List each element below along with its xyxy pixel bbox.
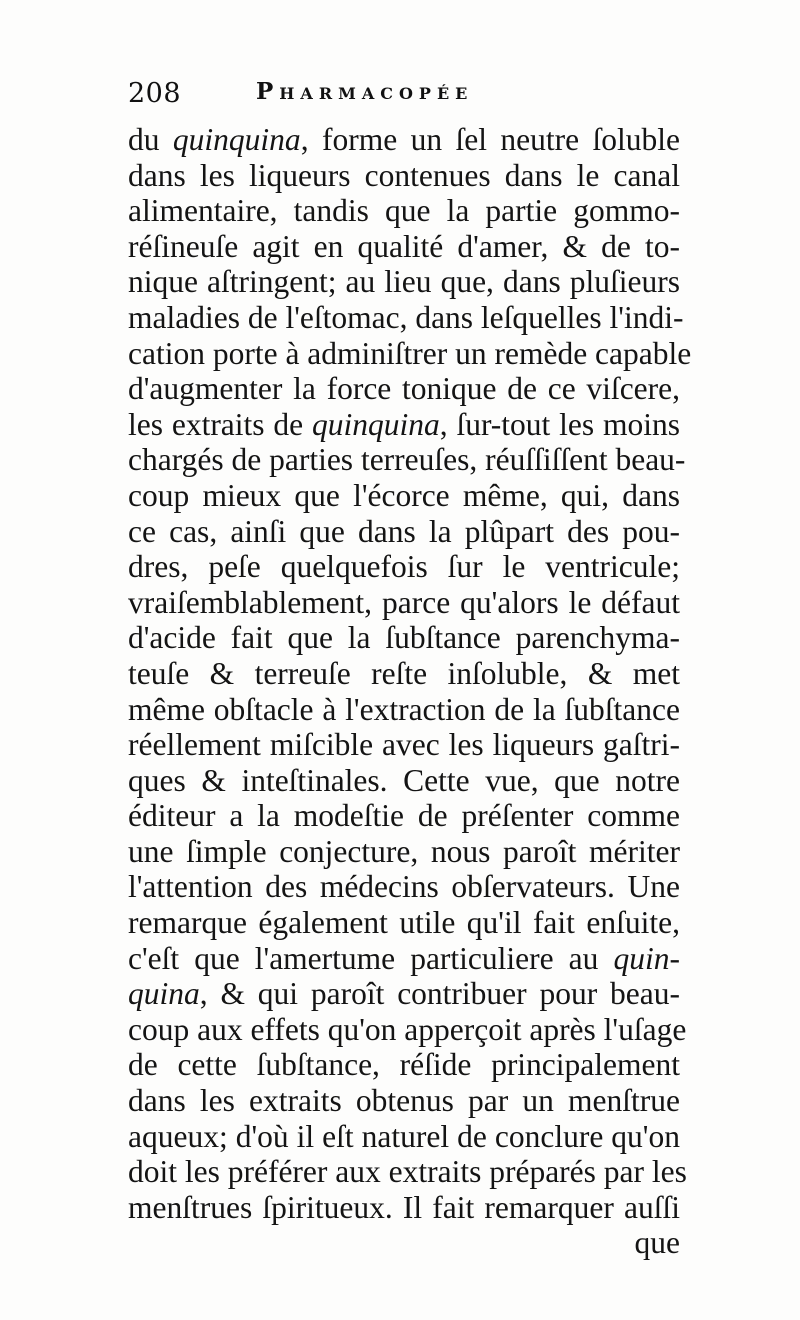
text-run: même obſtacle à l'extraction de la ſubſtance (128, 691, 680, 727)
italic-word: quinquina (311, 406, 440, 442)
text-run: les extraits de (128, 406, 312, 442)
text-line (128, 905, 680, 941)
text-line (128, 585, 680, 621)
text-run: coup aux effets qu'on apperçoit après l'uſage (128, 1011, 687, 1047)
page-number: 208 (128, 78, 182, 109)
text-line (128, 371, 680, 407)
body-text (128, 122, 692, 1261)
text-run: , ſur-tout les moins (439, 406, 680, 442)
text-line (128, 798, 680, 834)
catchword: que (634, 1225, 680, 1261)
page-header (128, 78, 678, 118)
text-run: , & qui paroît contribuer pour beau- (199, 976, 680, 1012)
text-run: coup mieux que l'écorce même, qui, dans (128, 477, 680, 513)
text-line (128, 941, 680, 977)
text-run: nique aſtringent; au lieu que, dans pluſieurs (128, 264, 680, 300)
text-line (128, 1011, 687, 1048)
text-run: dres, peſe quelquefois ſur le ventricule; (128, 549, 680, 585)
text-line (128, 193, 680, 229)
text-run: d'augmenter la force tonique de ce viſcere, (128, 371, 680, 407)
text-line (128, 299, 684, 336)
text-run: aqueux; d'où il eſt naturel de conclure qu'on (128, 1118, 680, 1154)
text-line (128, 727, 680, 763)
text-line (128, 692, 680, 728)
text-run: réſineuſe agit en qualité d'amer, & de to- (128, 228, 680, 264)
italic-word: quin- (613, 940, 680, 976)
text-run: dans les extraits obtenus par un menſtrue (128, 1083, 680, 1119)
text-run: alimentaire, tandis que la partie gommo- (128, 193, 680, 229)
text-line (128, 442, 686, 478)
text-line (128, 514, 680, 550)
text-run: ce cas, ainſi que dans la plûpart des pou- (128, 513, 680, 549)
text-run: dans les liqueurs contenues dans le canal (128, 157, 680, 193)
text-run: d'acide fait que la ſubſtance parenchyma- (128, 620, 680, 656)
running-head: Pharmacopée (256, 78, 474, 105)
text-run: réellement miſcible avec les liqueurs gaſtri- (128, 727, 680, 763)
text-run: , forme un ſel neutre ſoluble (300, 122, 681, 157)
text-line (128, 1083, 680, 1119)
text-line (128, 834, 680, 870)
text-line (128, 407, 680, 443)
italic-word: quina (128, 976, 200, 1012)
text-line (128, 1047, 680, 1083)
text-line (128, 264, 680, 300)
text-line (128, 656, 680, 692)
text-line (128, 620, 680, 656)
text-line (128, 1154, 687, 1190)
text-run: l'attention des médecins obſervateurs. Une (128, 869, 680, 905)
text-run: c'eſt que l'amertume particuliere au (128, 940, 614, 976)
italic-word: quinquina (172, 122, 301, 157)
text-line (128, 335, 692, 372)
text-line (128, 1190, 680, 1226)
text-line (128, 122, 680, 158)
text-line (128, 869, 680, 905)
text-run: éditeur a la modeſtie de préſenter comme (128, 798, 680, 834)
text-run: cation porte à adminiſtrer un remède capable (128, 335, 692, 371)
text-line (128, 549, 680, 585)
text-line (128, 478, 680, 514)
text-run: vraiſemblablement, parce qu'alors le défaut (128, 584, 680, 620)
text-run: du (128, 122, 173, 157)
text-line (128, 1119, 680, 1155)
text-run: doit les préférer aux extraits préparés par les (128, 1154, 687, 1190)
text-run: remarque également utile qu'il fait enſuite, (128, 905, 680, 941)
text-run: de cette ſubſtance, réſide principalement (128, 1047, 680, 1083)
text-line (128, 158, 680, 194)
text-run: menſtrues ſpiritueux. Il fait remarquer auſſi (128, 1189, 680, 1225)
text-run: ques & inteſtinales. Cette vue, que notre (128, 762, 680, 798)
text-run: teuſe & terreuſe reſte inſoluble, & met (128, 655, 680, 691)
text-run: maladies de l'eſtomac, dans leſquelles l'indi- (128, 299, 684, 335)
text-line (128, 763, 680, 799)
text-line (128, 229, 680, 265)
text-line (128, 976, 680, 1012)
text-run: chargés de parties terreuſes, réuſſiſſent beau- (128, 442, 686, 478)
text-run: une ſimple conjecture, nous paroît mériter (128, 833, 680, 869)
